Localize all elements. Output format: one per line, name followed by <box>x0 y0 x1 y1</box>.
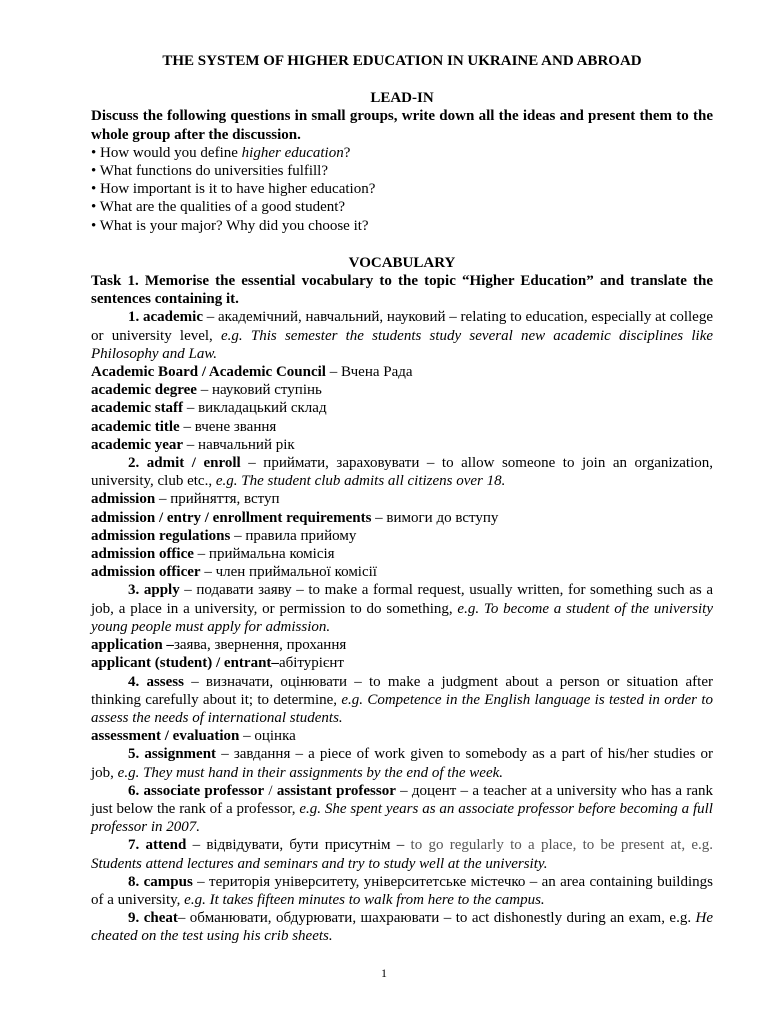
task-instructions: Task 1. Memorise the essential vocabulary to the topic “Higher Education” and translate the sentences containing it. <box>91 273 713 308</box>
vocab-entry: 5. assignment – завдання – a piece of work given to somebody as a part of his/her studies or job, e.g. They must hand in their assignments by the end of the week. <box>91 746 713 781</box>
vocab-derivative: admission – прийняття, вступ <box>91 491 280 508</box>
document-title: THE SYSTEM OF HIGHER EDUCATION IN UKRAINE AND ABROAD <box>162 53 642 69</box>
vocab-entry: 1. academic – академічний, навчальний, науковий – relating to education, especially at college or university level, e.g. This semester the students study several new academic disciplines like Philosophy and Law. <box>91 309 714 362</box>
vocab-derivative: academic title – вчене звання <box>91 418 277 435</box>
vocabulary-heading: VOCABULARY <box>348 254 456 271</box>
vocab-derivative: academic year – навчальний рік <box>91 436 295 453</box>
vocab-entry: 6. associate professor / assistant professor – доцент – a teacher at a university who has a rank just below the rank of a professor, e.g. She spent years as an associate professor before becoming a full professor in 2007. <box>91 782 714 836</box>
vocab-derivative: applicant (student) / entrant–абітурієнт <box>91 655 344 672</box>
leadin-question: • What is your major? Why did you choose it? <box>91 217 369 234</box>
vocab-derivative: admission regulations – правила прийому <box>91 527 357 544</box>
vocab-entry: 7. attend – відвідувати, бути присутнім – to go regularly to a place, to be present at, e.g. Students attend lectures and seminars and try to study well at the university. <box>91 837 713 872</box>
vocab-entry: 2. admit / enroll – приймати, зараховувати – to allow someone to join an organization, university, club etc., e.g. The student club admits all citizens over 18. <box>91 455 714 490</box>
leadin-heading: LEAD-IN <box>370 90 434 107</box>
vocab-derivative: application –заява, звернення, прохання <box>91 637 347 654</box>
vocab-entry: 4. assess – визначати, оцінювати – to make a judgment about a person or situation after thinking carefully about it; to determine, e.g. Competence in the English language is tested in order to assess the needs of international students. <box>91 673 713 726</box>
leadin-question: • How would you define higher education? <box>91 144 351 161</box>
page-content <box>91 52 713 946</box>
vocab-entry: 8. campus – територія університету, університетське містечко – an area containing buildings of a university, e.g. It takes fifteen minutes to walk from here to the campus. <box>91 873 713 908</box>
vocab-derivative: admission officer – член приймальної комісії <box>91 564 377 581</box>
leadin-question: • How important is it to have higher education? <box>91 181 376 198</box>
page-number: 1 <box>381 966 387 980</box>
leadin-question: • What are the qualities of a good student? <box>91 199 346 216</box>
vocab-entry: 3. apply – подавати заяву – to make a formal request, usually written, for something such as a job, a place in a university, or permission to do something, e.g. To become a student of the university young people must apply for admission. <box>91 582 713 635</box>
vocab-derivative: admission office – приймальна комісія <box>91 546 335 563</box>
leadin-instructions: Discuss the following questions in small groups, write down all the ideas and present them to the whole group after the discussion. <box>91 108 713 143</box>
vocab-derivative: academic staff – викладацький склад <box>91 400 327 417</box>
vocab-derivative: admission / entry / enrollment requirements – вимоги до вступу <box>91 509 499 526</box>
vocab-entry: 9. cheat– обманювати, обдурювати, шахраювати – to act dishonestly during an exam, e.g. He cheated on the test using his crib sheets. <box>91 910 714 945</box>
leadin-question: • What functions do universities fulfill? <box>91 163 329 180</box>
vocab-derivative: Academic Board / Academic Council – Вчена Рада <box>91 364 413 381</box>
vocab-derivative: academic degree – науковий ступінь <box>91 382 322 399</box>
vocab-derivative: assessment / evaluation – оцінка <box>91 728 296 745</box>
